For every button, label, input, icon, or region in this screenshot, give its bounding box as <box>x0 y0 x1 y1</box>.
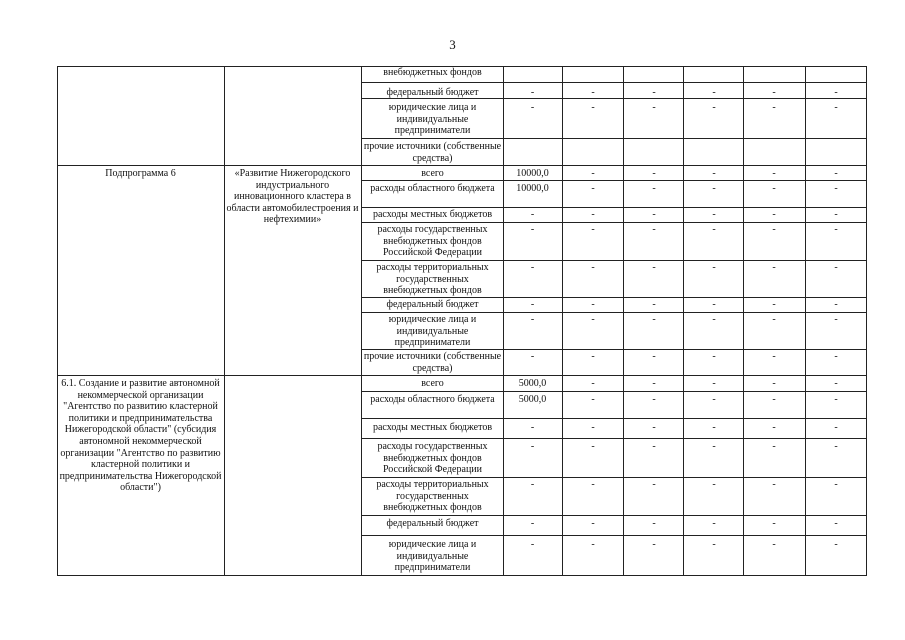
source-cell: всего <box>421 378 444 389</box>
value-cell: - <box>652 479 656 490</box>
value-cell: - <box>652 539 656 550</box>
source-cell: федеральный бюджет <box>386 299 479 310</box>
value-cell: - <box>834 314 838 325</box>
value-cell: 5000,0 <box>518 378 547 389</box>
program-description: «Развитие Нижегородского индустриального инновационного кластера в области автомобилестроения и нефтехимии» <box>226 168 359 226</box>
source-cell: расходы государственных внебюджетных фондов Российской Федерации <box>377 441 488 476</box>
source-cell: внебюджетных фондов <box>383 67 482 78</box>
value-cell: - <box>652 183 656 194</box>
value-cell: - <box>652 209 656 220</box>
value-cell: - <box>772 539 776 550</box>
value-cell: - <box>712 299 716 310</box>
value-cell: - <box>834 518 838 529</box>
value-cell: - <box>652 262 656 273</box>
value-cell: - <box>591 314 595 325</box>
value-cell: - <box>712 539 716 550</box>
value-cell: - <box>712 378 716 389</box>
source-cell: расходы областного бюджета <box>370 183 495 194</box>
value-cell: - <box>834 378 838 389</box>
value-cell: - <box>712 422 716 433</box>
value-cell: - <box>712 262 716 273</box>
value-cell: - <box>712 518 716 529</box>
value-cell: - <box>834 539 838 550</box>
value-cell: - <box>591 168 595 179</box>
source-cell: юридические лица и индивидуальные предприниматели <box>388 102 477 137</box>
source-cell: расходы территориальных государственных внебюджетных фондов <box>376 262 489 297</box>
value-cell: - <box>530 539 535 550</box>
value-cell: - <box>834 87 838 98</box>
value-cell: - <box>834 441 838 452</box>
value-cell: - <box>652 422 656 433</box>
value-cell: - <box>772 422 776 433</box>
value-cell: - <box>712 87 716 98</box>
value-cell: - <box>652 87 656 98</box>
source-cell: расходы территориальных государственных внебюджетных фондов <box>376 479 489 514</box>
value-cell: - <box>530 209 535 220</box>
value-cell: - <box>591 183 595 194</box>
value-cell: - <box>530 351 535 362</box>
value-cell: - <box>591 394 595 405</box>
value-cell: - <box>591 102 595 113</box>
value-cell: - <box>591 518 595 529</box>
value-cell: - <box>652 394 656 405</box>
value-cell: - <box>834 224 838 235</box>
value-cell: - <box>591 351 595 362</box>
source-cell: прочие источники (собственные средства) <box>363 351 502 374</box>
value-cell: - <box>834 351 838 362</box>
value-cell: - <box>712 168 716 179</box>
value-cell: - <box>591 224 595 235</box>
value-cell: - <box>712 351 716 362</box>
value-cell: - <box>652 378 656 389</box>
value-cell: - <box>591 479 595 490</box>
value-cell: - <box>652 168 656 179</box>
value-cell: - <box>772 262 776 273</box>
program-name: Подпрограмма 6 <box>105 168 176 179</box>
value-cell: - <box>591 441 595 452</box>
value-cell: 10000,0 <box>516 183 549 194</box>
value-cell: - <box>530 87 535 98</box>
value-cell: - <box>652 224 656 235</box>
value-cell: - <box>652 518 656 529</box>
value-cell: - <box>530 479 535 490</box>
value-cell: - <box>772 479 776 490</box>
value-cell: - <box>591 422 595 433</box>
value-cell: - <box>712 441 716 452</box>
value-cell: - <box>772 518 776 529</box>
value-cell: - <box>834 209 838 220</box>
value-cell: - <box>834 394 838 405</box>
value-cell: - <box>530 299 535 310</box>
value-cell: - <box>712 183 716 194</box>
value-cell: - <box>530 262 535 273</box>
value-cell: - <box>591 539 595 550</box>
value-cell: - <box>712 314 716 325</box>
value-cell: - <box>772 351 776 362</box>
value-cell: - <box>652 351 656 362</box>
source-cell: федеральный бюджет <box>386 518 479 529</box>
value-cell: - <box>834 479 838 490</box>
value-cell: - <box>834 168 838 179</box>
value-cell: - <box>834 262 838 273</box>
value-cell: - <box>834 299 838 310</box>
value-cell: - <box>712 479 716 490</box>
value-cell: - <box>772 394 776 405</box>
value-cell: - <box>652 314 656 325</box>
source-cell: расходы государственных внебюджетных фондов Российской Федерации <box>377 224 488 259</box>
value-cell: - <box>772 168 776 179</box>
value-cell: - <box>530 314 535 325</box>
value-cell: 10000,0 <box>516 168 549 179</box>
value-cell: - <box>591 262 595 273</box>
value-cell: - <box>530 224 535 235</box>
value-cell: - <box>530 518 535 529</box>
value-cell: - <box>530 422 535 433</box>
source-cell: расходы областного бюджета <box>370 394 495 405</box>
value-cell: - <box>772 102 776 113</box>
source-cell: расходы местных бюджетов <box>372 209 493 220</box>
program-name: 6.1. Создание и развитие автономной некоммерческой организации "Агентство по развитию кластерной политики и предпринимательства Нижегородской области" (субсидия автономной некоммерческой организации "Агентство по развитию кластерной политики и предпринимательства Нижегородской области") <box>59 378 222 494</box>
value-cell: - <box>834 102 838 113</box>
value-cell: - <box>652 441 656 452</box>
value-cell: - <box>834 183 838 194</box>
source-cell: юридические лица и индивидуальные предприниматели <box>388 539 477 574</box>
value-cell: - <box>834 422 838 433</box>
value-cell: - <box>712 224 716 235</box>
value-cell: - <box>772 441 776 452</box>
value-cell: - <box>530 102 535 113</box>
page-number: 3 <box>449 37 456 52</box>
value-cell: - <box>530 441 535 452</box>
value-cell: - <box>591 378 595 389</box>
value-cell: 5000,0 <box>518 394 547 405</box>
value-cell: - <box>652 102 656 113</box>
value-cell: - <box>772 299 776 310</box>
value-cell: - <box>712 209 716 220</box>
source-cell: федеральный бюджет <box>386 87 479 98</box>
value-cell: - <box>772 378 776 389</box>
value-cell: - <box>772 209 776 220</box>
source-cell: расходы местных бюджетов <box>372 422 493 433</box>
value-cell: - <box>591 299 595 310</box>
value-cell: - <box>772 87 776 98</box>
value-cell: - <box>772 224 776 235</box>
value-cell: - <box>712 394 716 405</box>
value-cell: - <box>772 314 776 325</box>
value-cell: - <box>712 102 716 113</box>
source-cell: юридические лица и индивидуальные предприниматели <box>388 314 477 349</box>
source-cell: всего <box>421 168 444 179</box>
source-cell: прочие источники (собственные средства) <box>363 141 502 164</box>
value-cell: - <box>652 299 656 310</box>
value-cell: - <box>591 209 595 220</box>
value-cell: - <box>772 183 776 194</box>
value-cell: - <box>591 87 595 98</box>
